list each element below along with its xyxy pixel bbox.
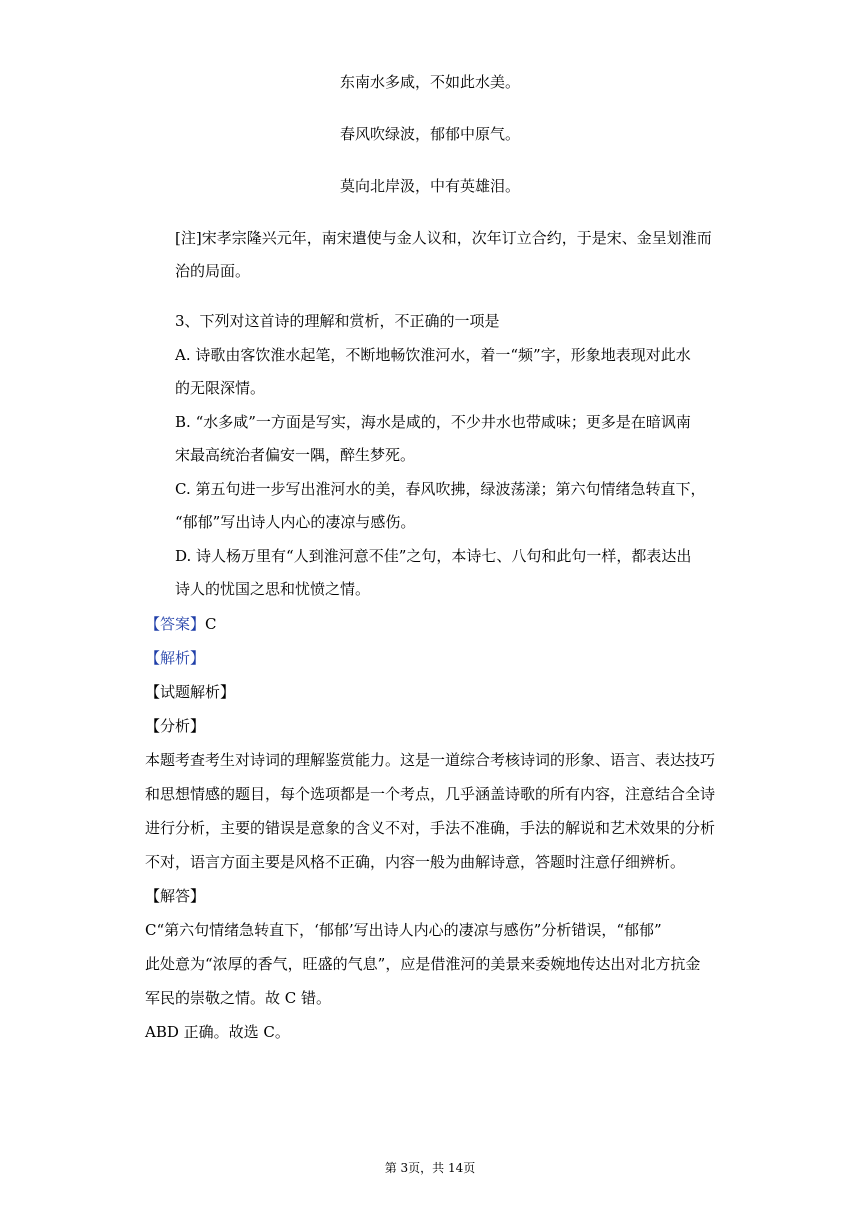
- option-d-letter: D.: [175, 547, 192, 565]
- answer-line: [145, 614, 217, 634]
- jieda-label: 【解答】: [145, 887, 206, 905]
- option-c-letter: C.: [175, 480, 191, 498]
- detail-label: 【试题解析】: [145, 683, 236, 701]
- answer-label: 【答案】: [145, 615, 206, 633]
- jieda-line-1: C“第六句情绪急转直下，‘郁郁’写出诗人内心的凄凉与感伤”分析错误，“郁郁”: [145, 921, 662, 939]
- option-a-line-1: [175, 345, 691, 365]
- option-b-line-1: [175, 412, 691, 432]
- option-d-text: 诗人杨万里有“人到淮河意不佳”之句，本诗七、八句和此句一样，都表达出: [196, 547, 692, 565]
- option-b-text: “水多咸”一方面是写实，海水是咸的，不少井水也带咸味；更多是在暗讽南: [195, 413, 691, 431]
- note-line-1: [注]宋孝宗隆兴元年，南宋遣使与金人议和，次年订立合约，于是宋、金呈划淮而: [175, 229, 712, 247]
- note-line-2: 治的局面。: [175, 262, 251, 280]
- answer-value: C: [205, 615, 217, 633]
- jieda-line-2: 此处意为“浓厚的香气，旺盛的气息”，应是借淮河的美景来委婉地传达出对北方抗金: [145, 955, 701, 973]
- option-a-text: 诗歌由客饮淮水起笔，不断地畅饮淮河水，着一“频”字，形象地表现对此水: [195, 346, 691, 364]
- jieda-line-3: 军民的崇敬之情。故 C 错。: [145, 989, 332, 1007]
- option-b-line-2: 宋最高统治者偏安一隅，醉生梦死。: [175, 446, 416, 464]
- fenxi-line-4: 不对，语言方面主要是风格不正确，内容一般为曲解诗意，答题时注意仔细辨析。: [145, 853, 686, 871]
- fenxi-line-1: 本题考查考生对诗词的理解鉴赏能力。这是一道综合考核诗词的形象、语言、表达技巧: [145, 751, 716, 769]
- question-stem: 3、下列对这首诗的理解和赏析，不正确的一项是: [175, 312, 500, 330]
- page-footer: 第 3页，共 14页: [384, 1161, 476, 1175]
- fenxi-line-2: 和思想情感的题目，每个选项都是一个考点，几乎涵盖诗歌的所有内容，注意结合全诗: [145, 785, 716, 803]
- option-d-line-2: 诗人的忧国之思和忧愤之情。: [175, 580, 371, 598]
- option-c-line-1: [175, 479, 706, 499]
- option-b-letter: B.: [175, 413, 191, 431]
- option-c-text: 第五句进一步写出淮河水的美，春风吹拂，绿波荡漾；第六句情绪急转直下，: [195, 480, 706, 498]
- poem-line-3: 莫向北岸汲，中有英雄泪。: [339, 177, 520, 195]
- option-a-line-2: 的无限深情。: [175, 379, 266, 397]
- jieda-line-4: ABD 正确。故选 C。: [145, 1023, 290, 1041]
- analysis-label: 【解析】: [145, 649, 206, 667]
- fenxi-line-3: 进行分析，主要的错误是意象的含义不对，手法不准确，手法的解说和艺术效果的分析: [145, 819, 716, 837]
- fenxi-label: 【分析】: [145, 717, 206, 735]
- option-c-line-2: “郁郁”写出诗人内心的凄凉与感伤。: [175, 513, 416, 531]
- poem-line-1: 东南水多咸，不如此水美。: [339, 73, 520, 91]
- option-d-line-1: [175, 546, 691, 566]
- poem-line-2: 春风吹绿波，郁郁中原气。: [339, 125, 520, 143]
- option-a-letter: A.: [175, 346, 191, 364]
